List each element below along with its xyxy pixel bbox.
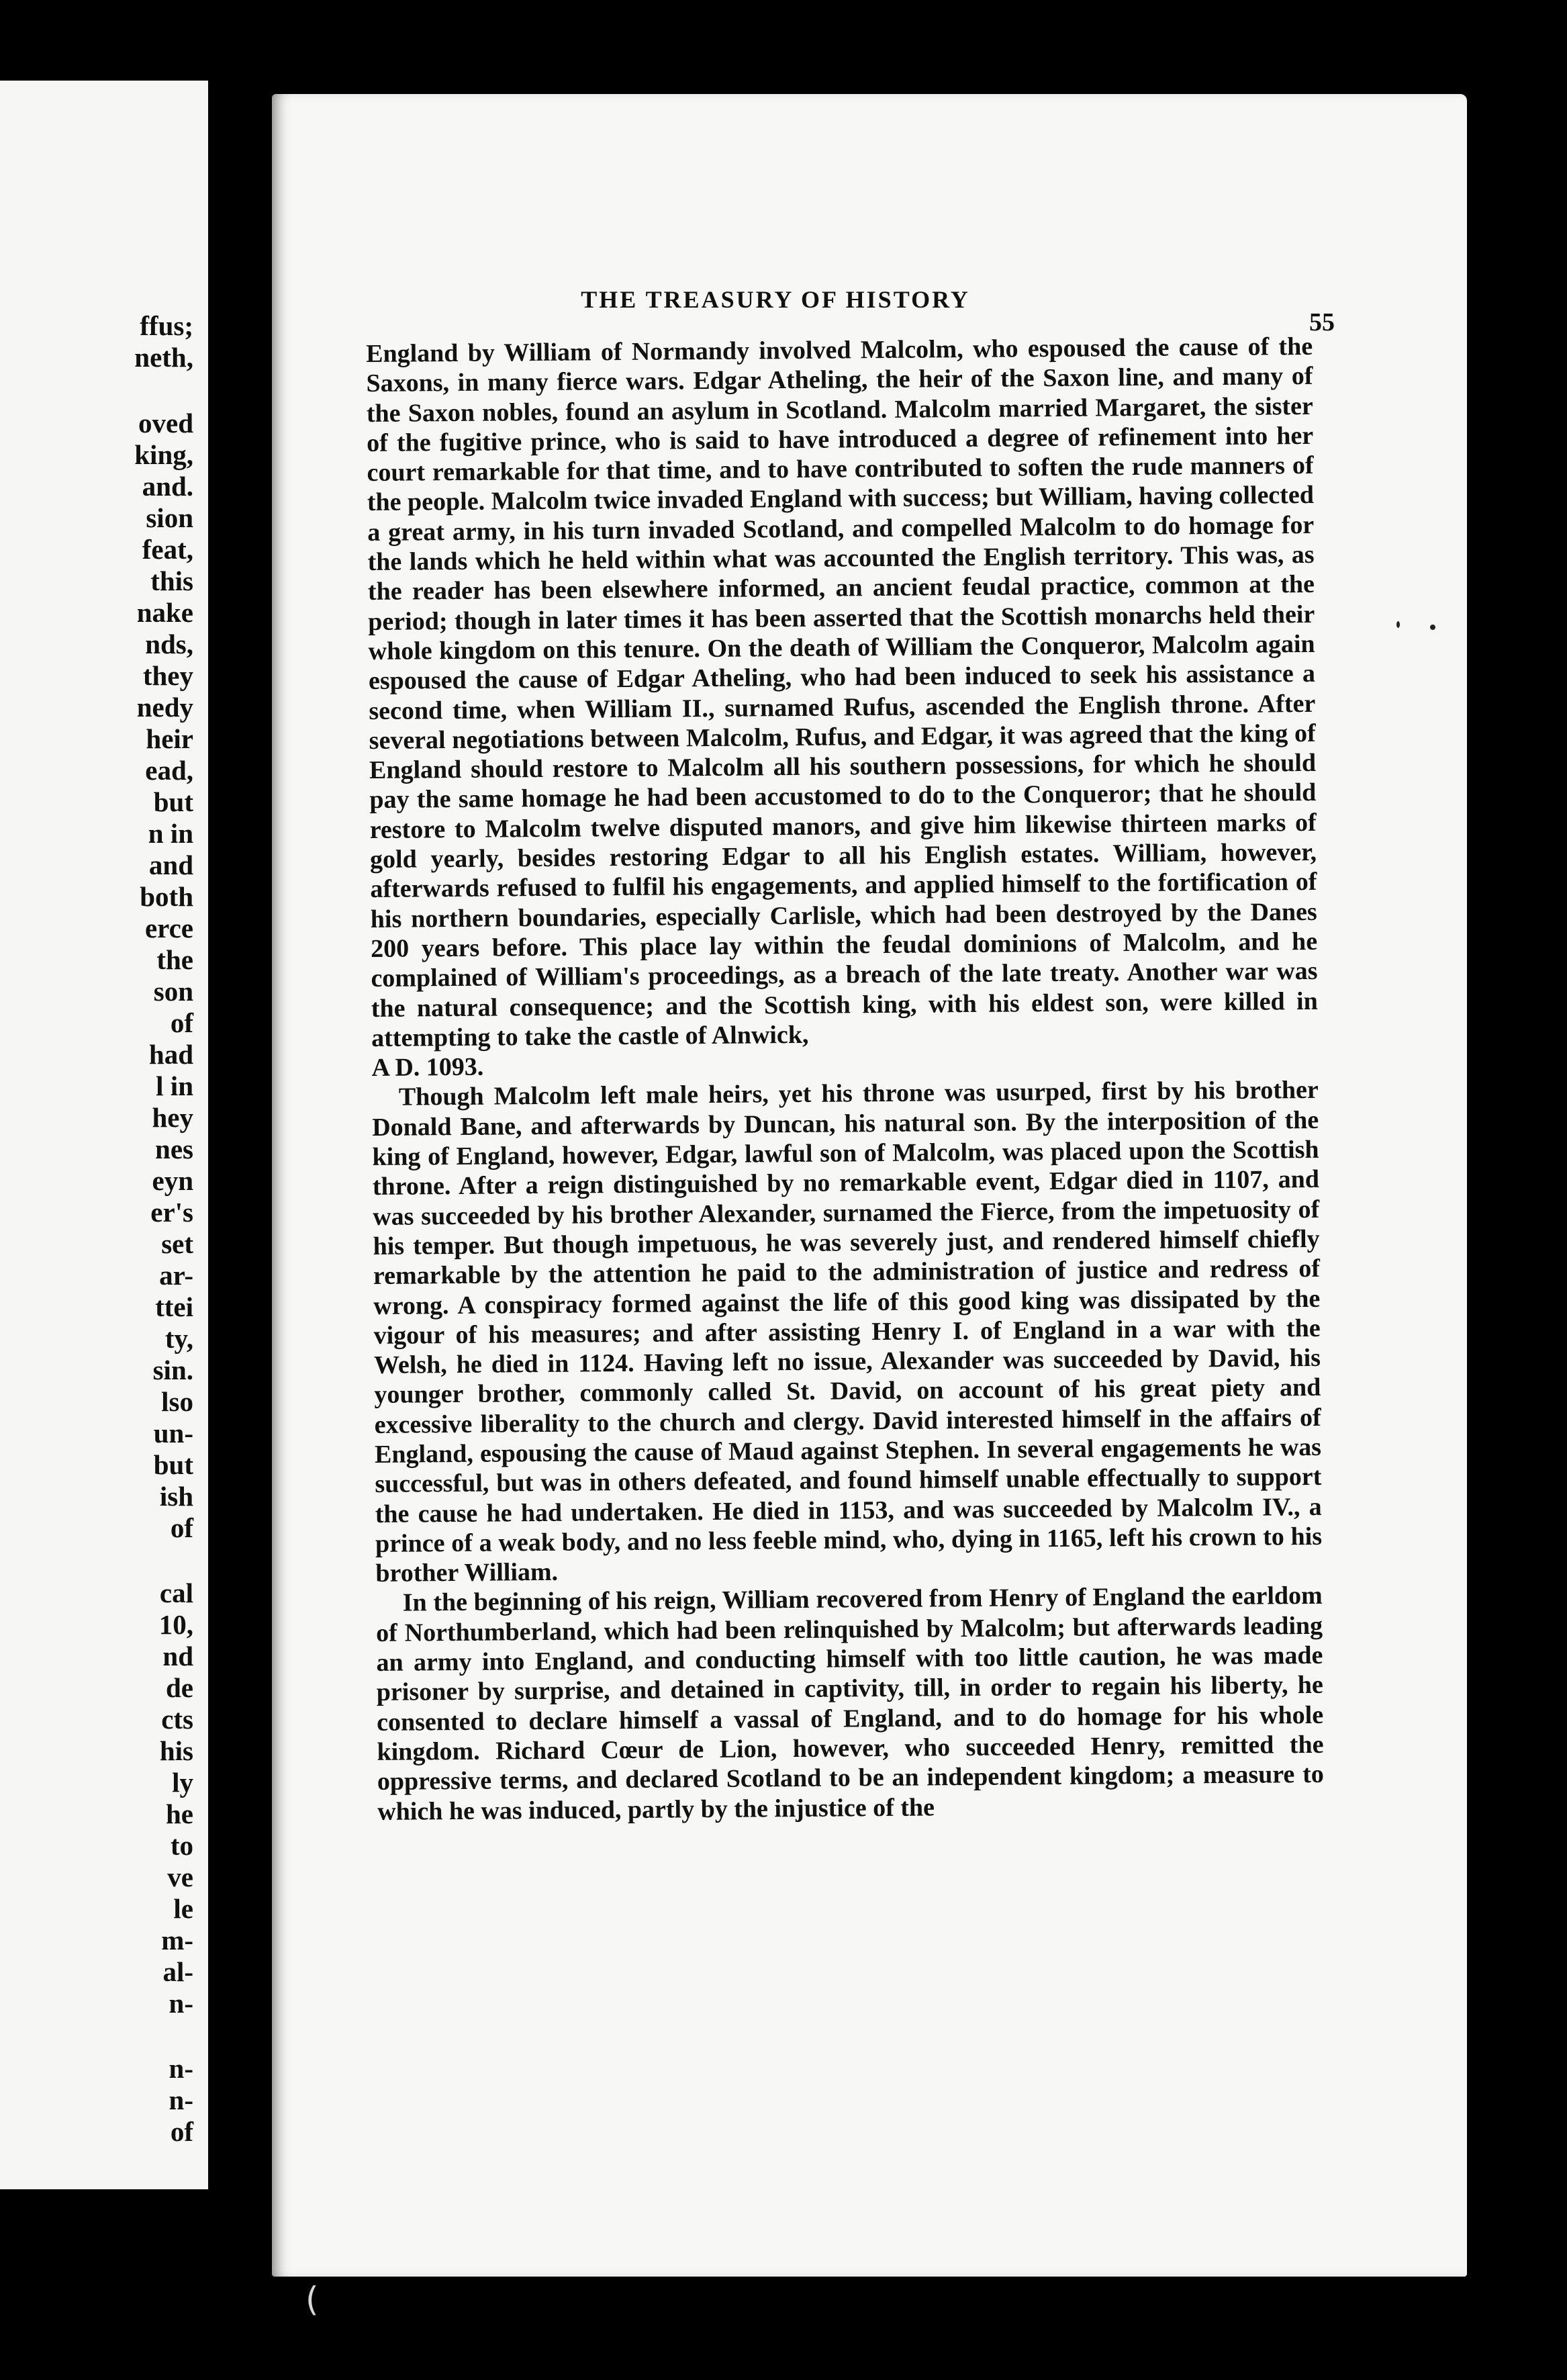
left-page-fragment: ead, — [145, 755, 193, 786]
left-page-fragment: feat, — [142, 534, 193, 565]
left-page-fragment: to — [170, 1830, 193, 1861]
left-page-fragment: king, — [134, 439, 193, 470]
left-page-fragment: son — [153, 976, 193, 1007]
left-page-fragment: ish — [159, 1481, 193, 1512]
left-page-fragment: hey — [152, 1102, 193, 1133]
left-page-fragment: nd — [162, 1641, 193, 1672]
left-page-fragment: ffus; — [140, 310, 193, 341]
left-page-fragment: he — [166, 1798, 193, 1829]
left-page-fragment: erce — [144, 913, 193, 944]
left-page-fragment: sin. — [152, 1355, 193, 1385]
left-page-fragment: nes — [155, 1134, 193, 1164]
left-page-fragment: ve — [167, 1862, 193, 1892]
left-page-fragment: but — [153, 1449, 193, 1480]
left-page-fragment: both — [140, 881, 193, 912]
left-page-fragment: his — [159, 1735, 193, 1766]
paragraph-1 — [366, 332, 1319, 1083]
book-gutter — [208, 67, 282, 2303]
left-page-fragment: oved — [138, 408, 193, 439]
left-page-fragment: of — [170, 1007, 193, 1038]
left-page-fragment: neth, — [134, 342, 193, 373]
left-page-fragment: sion — [146, 502, 193, 533]
left-page-fragment: they — [142, 660, 193, 691]
left-page-fragment: nake — [136, 597, 193, 628]
left-page-fragment: this — [150, 565, 193, 596]
left-page-fragment: eyn — [152, 1165, 193, 1196]
left-page-fragment: cal — [159, 1577, 193, 1608]
left-page-fragment: m- — [161, 1925, 193, 1956]
paragraph-1-text: England by William of Normandy involved Malcolm, who espoused the cause of the Saxons, in many fierce wars. Edgar Atheling, the heir of the Saxon line, and many of the Saxon nobles, found an asylum in Scotland. Malcolm married Margaret, the sister of the fugitive prince, who is said to have introduced a degree of refinement into her court remarkable for that time, and to have contributed to soften the rude manners of the people. Malcolm twice invaded England with success; but William, having collected a great army, in his turn invaded Scotland, and compelled Malcolm to do homage for the lands which he held within what was accounted the English territory. This was, as the reader has been elsewhere informed, an ancient feudal practice, common at the period; though in later times it has been asserted that the Scottish monarchs held their whole kingdom on this tenure. On the death of William the Conqueror, Malcolm again espoused the cause of Edgar Atheling, who had been induced to seek his assistance a second time, when William II., surnamed Rufus, ascended the English throne. After several negotiations between Malcolm, Rufus, and Edgar, it was agreed that the king of England should restore to Malcolm all his southern possessions, for which he should pay the same homage he had been accustomed to do to the Conqueror; that he should restore to Malcolm twelve disputed manors, and give him likewise thirteen marks of gold yearly, besides restoring Edgar to all his English estates. William, however, afterwards refused to fulfil his engagements, and applied himself to the fortification of his northern boundaries, especially Carlisle, which had been destroyed by the Danes 200 years before. This place lay within the feudal dominions of Malcolm, and he complained of William's proceedings, as a breach of the late treaty. Another war was the natural consequence; and the Scottish king, with his eldest son, were killed in attempting to take the castle of Alnwick, — [366, 332, 1318, 1052]
left-page-fragment: er's — [150, 1197, 193, 1228]
left-page-fragment: 10, — [158, 1609, 193, 1640]
paragraph-3: In the beginning of his reign, William recovered from Henry of England the earldom of Northumberland, which had been relinquished by Malcolm; but afterwards leading an army into England, and conducting himself with too little caution, he was made prisoner by surprise, and detained in captivity, till, in order to regain his liberty, he consented to declare himself a vassal of England, and to do homage for his whole kingdom. Richard Cœur de Lion, however, who succeeded Henry, remitted the oppressive terms, and declared Scotland to be an independent kingdom; a measure to which he was induced, partly by the injustice of the — [375, 1582, 1324, 1826]
book-page — [272, 94, 1467, 2277]
date-prefix: A D. — [371, 1053, 420, 1083]
left-page-fragment: lso — [161, 1386, 193, 1417]
body-text — [366, 332, 1324, 1827]
paper-speck — [1396, 621, 1400, 628]
left-page-fragment: of — [170, 2116, 193, 2147]
left-page-fragment: ar- — [159, 1260, 193, 1291]
left-page-fragment: the — [156, 944, 193, 975]
left-page-fragment: l in — [156, 1070, 193, 1101]
date-year: 1093. — [426, 1052, 484, 1082]
left-page-fragment: n- — [169, 1988, 193, 2019]
paragraph-2: Though Malcolm left male heirs, yet his throne was usurped, first by his brother Donald Bane, and afterwards by Duncan, his natural son. By the interposition of the king of England, however, Edgar, lawful son of Malcolm, was placed upon the Scottish throne. After a reign distinguished by no remarkable event, Edgar died in 1107, and was succeeded by his brother Alexander, surnamed the Fierce, from the impetuosity of his temper. But though impetuous, he was severely just, and rendered himself chiefly remarkable by the attention he paid to the administration of justice and redress of wrong. A conspiracy formed against the life of this good king was dissipated by the vigour of his measures; and after assisting Henry I. of England in a war with the Welsh, he died in 1124. Having left no issue, Alexander was succeeded by David, his younger brother, commonly called St. David, on account of his great piety and excessive liberality to the church and clergy. David interested himself in the affairs of England, espousing the cause of Maud against Stephen. In several engagements he was successful, but was in others defeated, and found himself unable effectually to support the cause he had undertaken. He died in 1153, and was succeeded by Malcolm IV., a prince of a weak body, and no less feeble mind, who, dying in 1165, left his crown to his brother William. — [372, 1076, 1323, 1588]
left-page-fragment: ttei — [155, 1291, 193, 1322]
left-page-fragment: had — [148, 1039, 193, 1070]
left-page-fragment: and — [148, 850, 193, 880]
left-page-fragment: set — [161, 1228, 193, 1259]
left-page-fragment: un- — [153, 1418, 193, 1449]
left-page-fragment: but — [153, 786, 193, 817]
left-page-fragment: n- — [169, 2053, 193, 2084]
left-page-fragment: ty, — [164, 1323, 193, 1354]
left-page-fragment: de — [166, 1672, 193, 1703]
left-page-fragment: cts — [161, 1704, 193, 1735]
left-page-fragment: nedy — [136, 692, 193, 723]
left-page-fragment: n in — [148, 818, 193, 849]
left-page-fragment: n- — [169, 2085, 193, 2115]
left-page-fragment: ly — [172, 1767, 193, 1798]
left-page-fragment: heir — [146, 723, 193, 754]
left-page-fragment: and. — [142, 471, 193, 502]
left-page-fragment: nds, — [145, 629, 193, 659]
left-facing-page — [0, 81, 210, 2189]
left-page-fragment: le — [173, 1893, 193, 1924]
paper-speck — [1430, 625, 1435, 630]
running-head: THE TREASURY OF HISTORY — [581, 286, 970, 313]
left-page-fragment: al- — [162, 1956, 193, 1987]
left-page-fragment: of — [170, 1512, 193, 1543]
page-number: 55 — [1309, 308, 1335, 336]
scan-artifact: ( — [305, 2280, 319, 2319]
